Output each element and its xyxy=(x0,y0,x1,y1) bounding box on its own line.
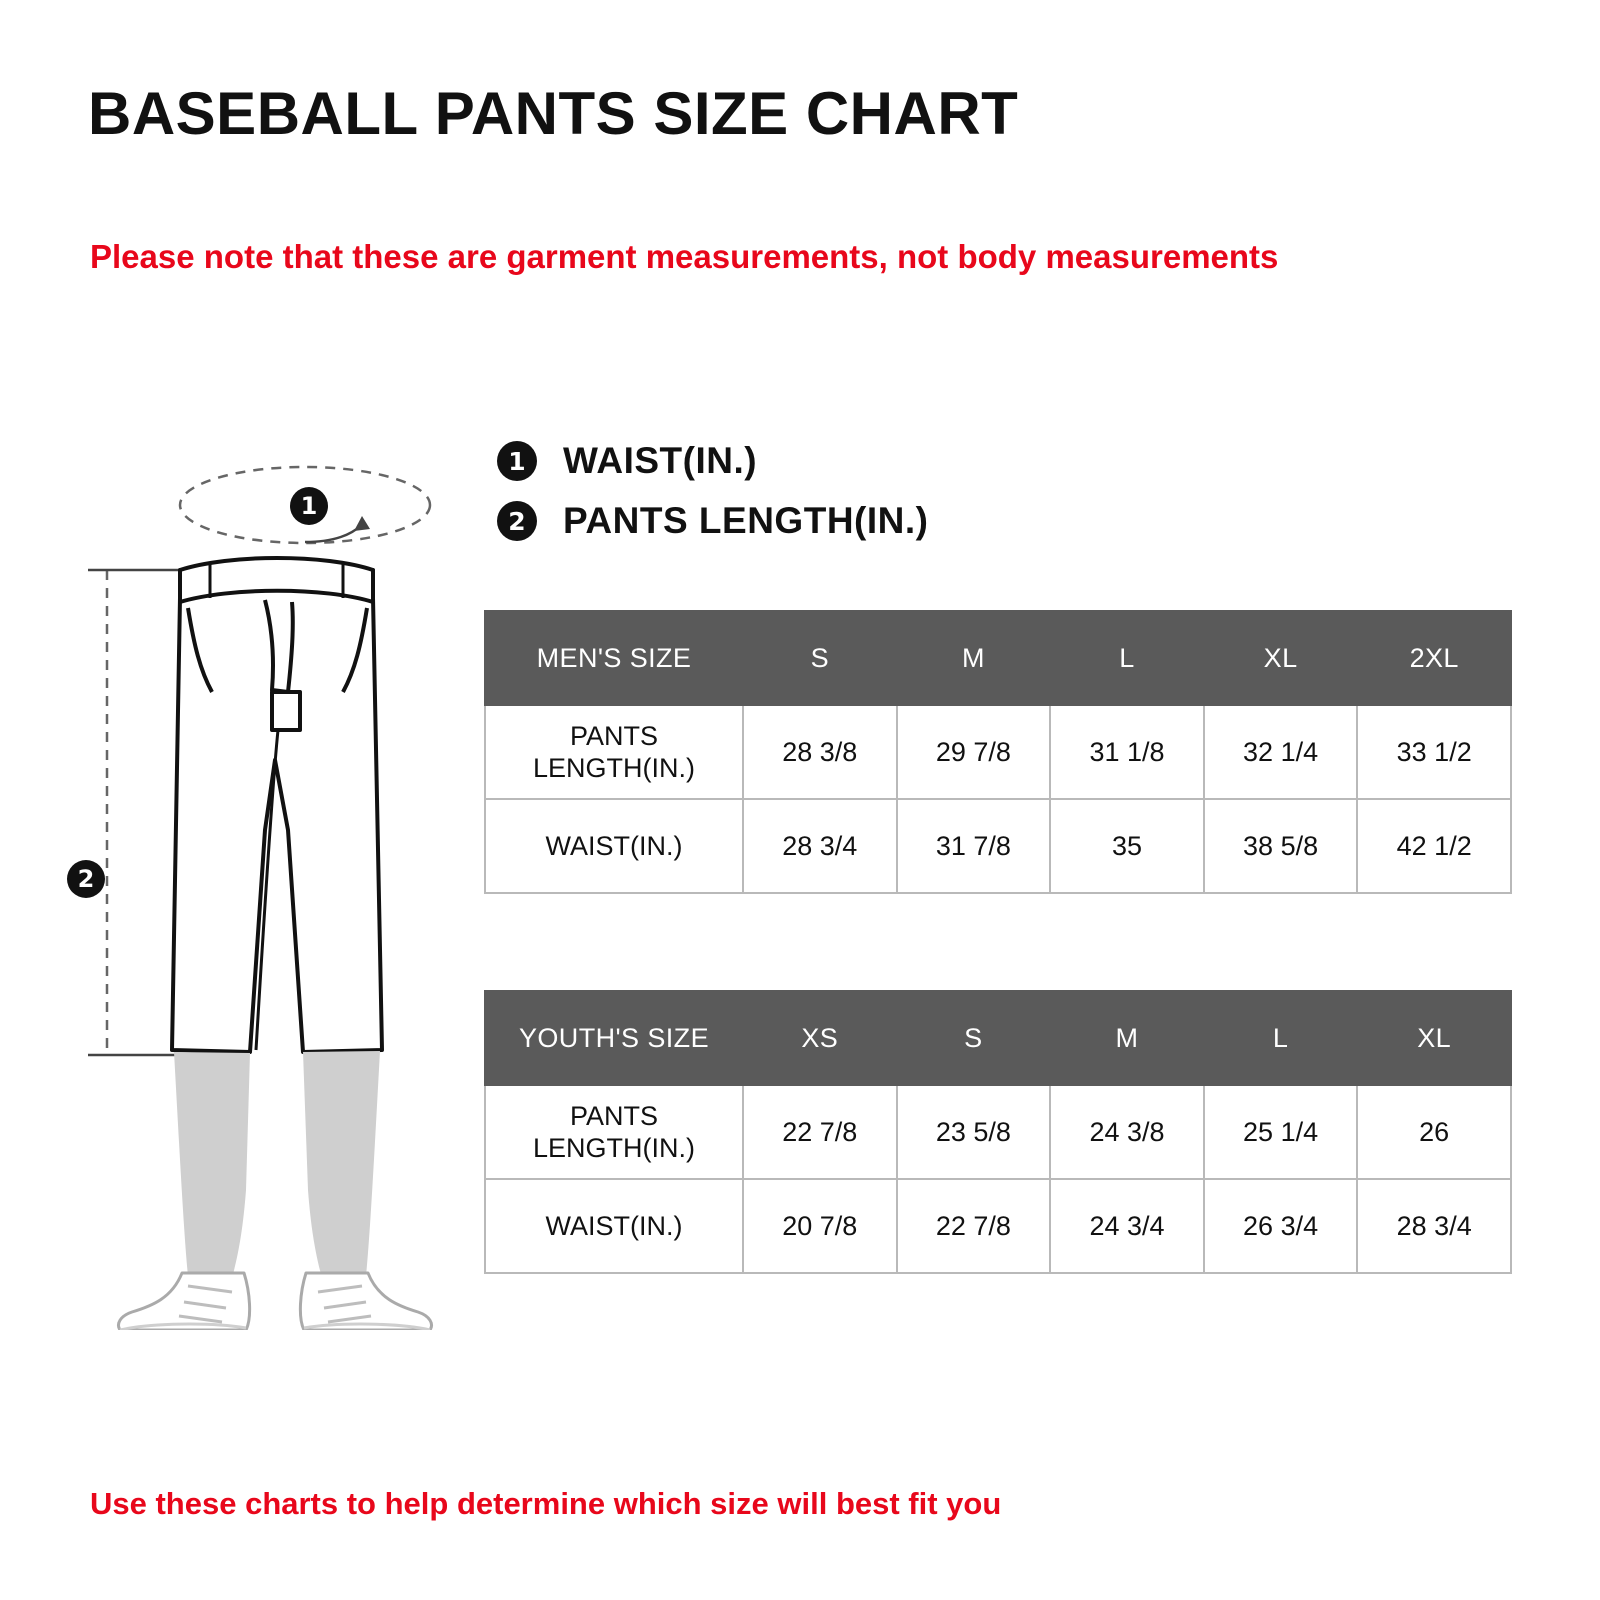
table-header-row xyxy=(485,991,1511,1085)
column-header: S xyxy=(743,611,897,705)
pants-illustration xyxy=(60,430,490,1330)
legend-label-pants-length: PANTS LENGTH(IN.) xyxy=(563,500,929,541)
table-cell: 32 1/4 xyxy=(1204,705,1358,799)
table-cell: 28 3/4 xyxy=(1357,1179,1511,1273)
column-header: XL xyxy=(1204,611,1358,705)
table-cell: 33 1/2 xyxy=(1357,705,1511,799)
table-cell: 31 1/8 xyxy=(1050,705,1204,799)
table-cell: 29 7/8 xyxy=(897,705,1051,799)
row-label: WAIST(IN.) xyxy=(485,1179,743,1273)
row-label: WAIST(IN.) xyxy=(485,799,743,893)
column-header: S xyxy=(897,991,1051,1085)
column-header: XS xyxy=(743,991,897,1085)
table-cell: 25 1/4 xyxy=(1204,1085,1358,1179)
fit-guidance-note: Use these charts to help determine which size will best fit you xyxy=(90,1486,1002,1521)
table-row xyxy=(485,799,1511,893)
mens-size-table xyxy=(484,610,1512,894)
table-cell: 42 1/2 xyxy=(1357,799,1511,893)
table-cell: 38 5/8 xyxy=(1204,799,1358,893)
column-header: L xyxy=(1204,991,1358,1085)
column-header: XL xyxy=(1357,991,1511,1085)
length-marker-icon: 2 xyxy=(67,860,105,898)
youths-size-header: YOUTH'S SIZE xyxy=(485,991,743,1085)
table-cell: 24 3/4 xyxy=(1050,1179,1204,1273)
legend-marker-2-icon: 2 xyxy=(497,501,537,541)
table-cell: 26 3/4 xyxy=(1204,1179,1358,1273)
table-header-row xyxy=(485,611,1511,705)
waist-marker-icon: 1 xyxy=(290,487,328,525)
table-cell: 28 3/4 xyxy=(743,799,897,893)
table-cell: 23 5/8 xyxy=(897,1085,1051,1179)
legend-label-waist: WAIST(IN.) xyxy=(563,440,758,481)
table-cell: 35 xyxy=(1050,799,1204,893)
column-header: L xyxy=(1050,611,1204,705)
table-cell: 24 3/8 xyxy=(1050,1085,1204,1179)
row-label: PANTS LENGTH(IN.) xyxy=(485,705,743,799)
youths-size-table xyxy=(484,990,1512,1274)
table-cell: 26 xyxy=(1357,1085,1511,1179)
column-header: 2XL xyxy=(1357,611,1511,705)
column-header: M xyxy=(1050,991,1204,1085)
row-label: PANTS LENGTH(IN.) xyxy=(485,1085,743,1179)
table-cell: 22 7/8 xyxy=(743,1085,897,1179)
table-cell: 31 7/8 xyxy=(897,799,1051,893)
mens-size-header: MEN'S SIZE xyxy=(485,611,743,705)
garment-measurement-note: Please note that these are garment measurements, not body measurements xyxy=(90,238,1279,275)
table-cell: 20 7/8 xyxy=(743,1179,897,1273)
legend-item-pants-length xyxy=(497,500,1197,542)
page-title: BASEBALL PANTS SIZE CHART xyxy=(88,80,1019,147)
table-cell: 28 3/8 xyxy=(743,705,897,799)
measurement-legend xyxy=(497,440,1197,560)
table-cell: 22 7/8 xyxy=(897,1179,1051,1273)
legend-item-waist xyxy=(497,440,1197,482)
legend-marker-1-icon: 1 xyxy=(497,441,537,481)
pants-diagram-svg xyxy=(60,430,490,1330)
column-header: M xyxy=(897,611,1051,705)
table-row xyxy=(485,1085,1511,1179)
table-row xyxy=(485,705,1511,799)
table-row xyxy=(485,1179,1511,1273)
